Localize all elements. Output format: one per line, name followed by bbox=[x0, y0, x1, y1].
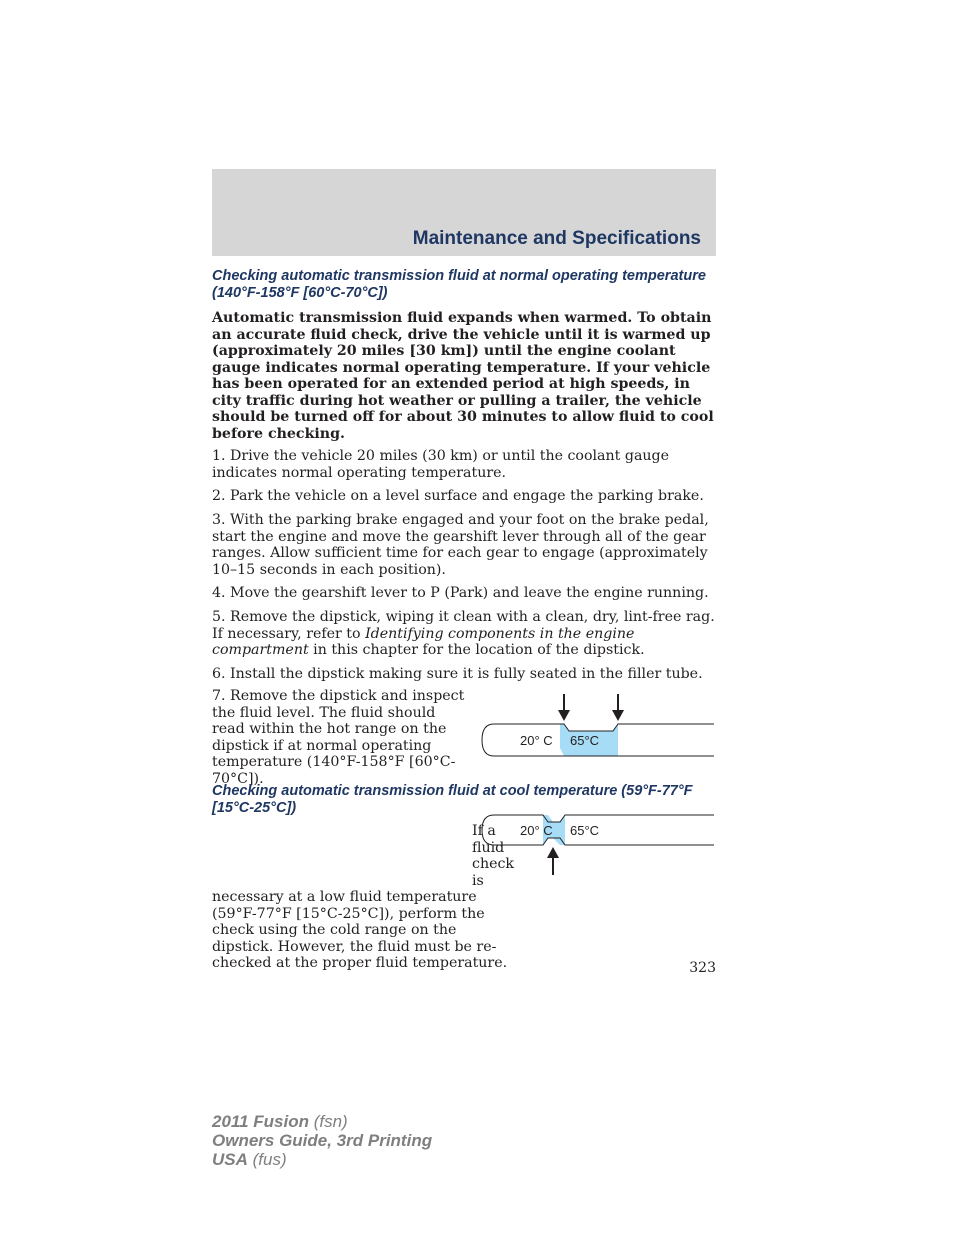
step-6: 6. Install the dipstick making sure it is fully seated in the filler tube. bbox=[212, 666, 703, 682]
hot-range-label: 65°C bbox=[570, 823, 600, 838]
step-4: 4. Move the gearshift lever to P (Park) and leave the engine running. bbox=[212, 585, 709, 601]
footer-model: 2011 Fusion bbox=[212, 1112, 309, 1131]
step-7: 7. Remove the dipstick and inspect the fluid level. The fluid should read within the hot range on the dipstick if at normal operating temperature (140°F-158°F [60°C-70°C]). bbox=[212, 688, 465, 787]
heading-cool-temperature: Checking automatic transmission fluid at cool temperature (59°F-77°F [15°C-25°C]) bbox=[212, 783, 693, 816]
footer-line-2: Owners Guide, 3rd Printing bbox=[212, 1131, 433, 1150]
arrow-down-left-icon bbox=[558, 710, 570, 721]
step-5 bbox=[212, 609, 718, 659]
step-5-text-a: 5. Remove the dipstick, wiping it clean with a clean, dry, lint-free rag. If necessary, refer to bbox=[212, 609, 715, 642]
footer-edition-info bbox=[212, 1112, 432, 1169]
footer-market-code: (fus) bbox=[247, 1150, 287, 1169]
footer-model-code: (fsn) bbox=[309, 1112, 348, 1131]
cool-check-paragraph bbox=[212, 823, 522, 972]
footer-line-1 bbox=[212, 1112, 432, 1131]
page-number: 323 bbox=[689, 960, 716, 976]
footer-line-3 bbox=[212, 1150, 432, 1169]
warning-paragraph: Automatic transmission fluid expands when warmed. To obtain an accurate fluid check, drive the vehicle until it is warmed up (approximately 20 miles [30 km]) until the engine coolant gauge indicates normal operating temperature. If your vehicle has been operated for an extended period at high speeds, in city traffic during hot weather or pulling a trailer, the vehicle should be turned off for about 30 minutes to allow fluid to cool before checking. bbox=[212, 310, 714, 442]
arrow-up-icon bbox=[547, 847, 559, 858]
step-3: 3. With the parking brake engaged and your foot on the brake pedal, start the engine and move the gearshift lever through all of the gear ranges. Allow sufficient time for each gear to engage (approximately 10–15 seconds in each position). bbox=[212, 512, 709, 578]
step-2: 2. Park the vehicle on a level surface and engage the parking brake. bbox=[212, 488, 704, 504]
dipstick-diagram-hot bbox=[478, 690, 718, 762]
cold-range-label: 20° C bbox=[520, 733, 553, 748]
step-5-text-b: in this chapter for the location of the dipstick. bbox=[308, 642, 645, 658]
cold-range-label: 20° C bbox=[520, 823, 553, 838]
dipstick-diagram-cold bbox=[478, 808, 718, 880]
footer-market: USA bbox=[212, 1150, 248, 1169]
section-title: Maintenance and Specifications bbox=[412, 228, 701, 249]
cool-check-text: If a fluid check is necessary at a low fluid temperature (59°F-77°F [15°C-25°C]), perform the check using the cold range on the dipstick. However, the fluid must be re-checked at the proper fluid temperature. bbox=[212, 823, 515, 971]
arrow-down-right-icon bbox=[612, 710, 624, 721]
step-5-crossref: Identifying components in the engine compartment bbox=[212, 625, 635, 658]
step-1: 1. Drive the vehicle 20 miles (30 km) or until the coolant gauge indicates normal operating temperature. bbox=[212, 448, 670, 481]
hot-range-label: 65°C bbox=[570, 733, 600, 748]
section-header-band bbox=[212, 169, 716, 256]
heading-normal-temperature: Checking automatic transmission fluid at normal operating temperature (140°F-158°F [60°C-70°C]) bbox=[212, 268, 706, 301]
